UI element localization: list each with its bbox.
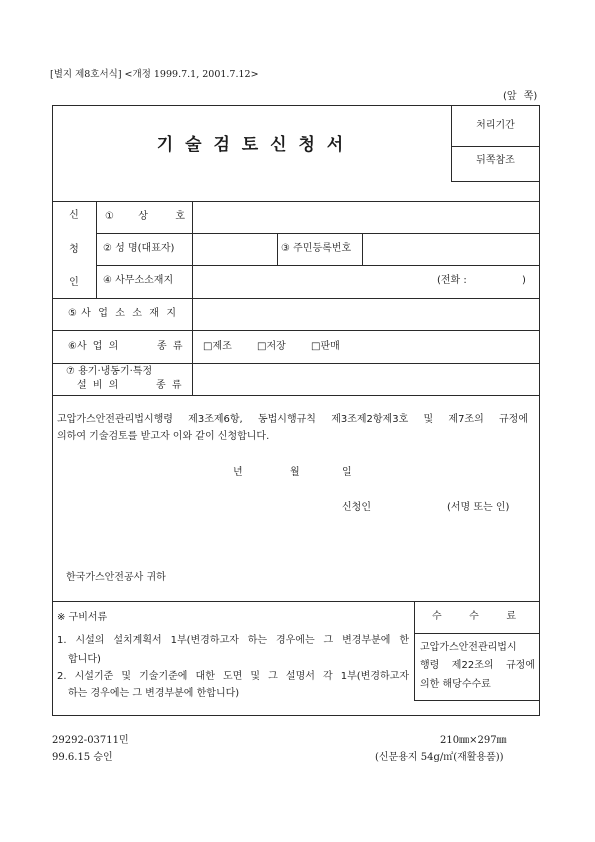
- business-location-label: ⑤사 업 소 소 재 지: [68, 308, 176, 319]
- date-month-label: 월: [290, 467, 300, 478]
- resident-number-label: ③ 주민등록번호: [281, 243, 352, 254]
- trade-name-field: [193, 202, 539, 232]
- table-rule: [451, 146, 540, 147]
- required-document-item: 1. 시설의 설치계획서 1부(변경하고자 하는 경우에는 그 변경부분에 한: [57, 635, 409, 646]
- phone-label-close: ): [522, 275, 526, 286]
- equipment-type-field: [193, 364, 539, 394]
- date-day-label: 일: [342, 467, 352, 478]
- date-year-label: 년: [233, 467, 243, 478]
- resident-number-field: [363, 234, 539, 264]
- required-document-item-cont: 하는 경우에는 그 변경부분에 한합니다): [68, 688, 240, 699]
- form-code: 29292-03711민: [52, 735, 129, 746]
- representative-name-field: [193, 234, 276, 264]
- business-location-field: [193, 299, 539, 329]
- form-number: [별지 제8호서식] <개정 1999.7.1, 2001.7.12>: [50, 69, 259, 80]
- equipment-type-label: ⑦ 용기·냉동기·특정: [66, 366, 153, 377]
- trade-name-label: ①상 호: [105, 211, 185, 222]
- approval-date: 99.6.15 승인: [52, 752, 113, 763]
- table-rule: [451, 181, 540, 182]
- table-rule: [52, 601, 540, 602]
- processing-period-label: 처리기간: [476, 120, 515, 131]
- required-document-item: 2. 시설기준 및 기술기준에 대한 도면 및 그 설명서 각 1부(변경하고자: [57, 671, 409, 682]
- checkbox-sales: □판매: [311, 341, 340, 352]
- declaration-text: 의하여 기술검토를 받고자 이와 같이 신청합니다.: [57, 431, 270, 442]
- form-title: 기 술 검 토 신 청 서: [156, 135, 347, 155]
- form-outer-border: [52, 105, 540, 716]
- representative-name-label: ② 성 명(대표자): [103, 243, 175, 254]
- checkbox-storage: □저장: [257, 341, 286, 352]
- applicant-section-char: 인: [69, 277, 79, 288]
- business-type-label-suffix: 종 류: [157, 341, 183, 352]
- table-rule: [451, 105, 452, 181]
- table-rule: [52, 330, 540, 331]
- fee-description: 의한 해당수수료: [420, 679, 491, 690]
- office-address-field: [193, 266, 539, 297]
- table-rule: [96, 201, 97, 298]
- required-document-item-cont: 합니다): [68, 654, 101, 665]
- phone-label: (전화 :: [437, 275, 467, 286]
- applicant-signature-label: 신청인: [342, 502, 371, 513]
- business-type-label: ⑥사 업 의: [68, 341, 119, 352]
- equipment-type-label-suffix: 종 류: [156, 380, 182, 391]
- page-side-label: (앞 쪽): [503, 91, 538, 102]
- table-rule: [414, 601, 415, 700]
- paper-spec: (신문용지 54g/㎡(재활용품)): [375, 752, 504, 763]
- table-rule: [414, 633, 540, 634]
- required-documents-heading: ※ 구비서류: [57, 612, 108, 623]
- declaration-text: 고압가스안전관리법시행령 제3조제6항, 동법시행규칙 제3조제2항제3호 및 제7조의 규정에: [57, 414, 528, 425]
- table-rule: [414, 700, 540, 701]
- fee-heading: 수 수 료: [432, 611, 516, 622]
- office-address-label: ④ 사무소소재지: [103, 275, 174, 286]
- checkbox-manufacture: □제조: [203, 341, 232, 352]
- recipient: 한국가스안전공사 귀하: [66, 572, 166, 583]
- applicant-section-char: 신: [69, 210, 79, 221]
- fee-description: 행령 제22조의 규정에: [420, 660, 535, 671]
- processing-period-value: 뒤쪽참조: [476, 155, 515, 166]
- applicant-section-char: 청: [69, 244, 79, 255]
- equipment-type-label-line2: 설 비 의: [77, 380, 119, 391]
- paper-size: 210㎜×297㎜: [440, 735, 507, 746]
- table-rule: [277, 233, 278, 265]
- table-rule: [52, 395, 540, 396]
- fee-description: 고압가스안전관리법시: [420, 642, 517, 653]
- signature-hint: (서명 또는 인): [447, 502, 510, 513]
